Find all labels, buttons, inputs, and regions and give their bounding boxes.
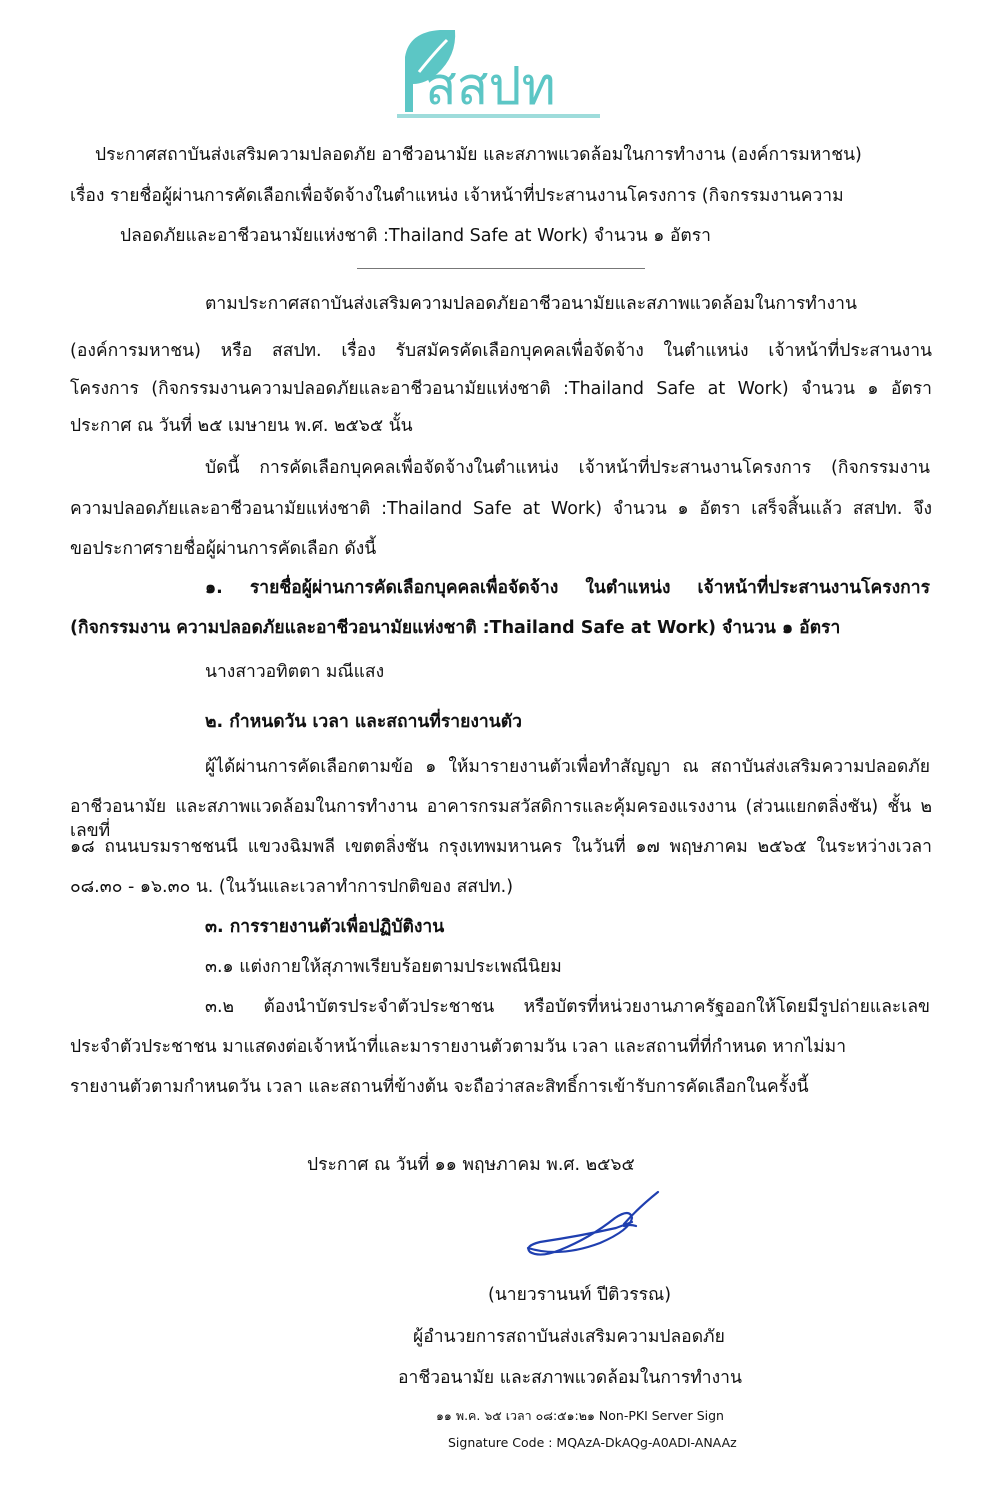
paragraph-1-line-4: ประกาศ ณ วันที่ ๒๕ เมษายน พ.ศ. ๒๕๖๕ นั้น bbox=[70, 416, 413, 436]
paragraph-2-line-1: บัดนี้ การคัดเลือกบุคคลเพื่อจัดจ้างในตำแหน่ง เจ้าหน้าที่ประสานงานโครงการ (กิจกรรมงาน bbox=[205, 458, 930, 478]
section-3-item-2-line-1: ๓.๒ ต้องนำบัตรประจำตัวประชาชน หรือบัตรที่หน่วยงานภาครัฐออกให้โดยมีรูปถ่ายและเลข bbox=[205, 997, 930, 1017]
header-title: ประกาศสถาบันส่งเสริมความปลอดภัย อาชีวอนามัย และสภาพแวดล้อมในการทำงาน (องค์การมหาชน) bbox=[95, 145, 862, 165]
announcement-date: ประกาศ ณ วันที่ ๑๑ พฤษภาคม พ.ศ. ๒๕๖๕ bbox=[307, 1155, 635, 1175]
paragraph-2-line-3: ขอประกาศรายชื่อผู้ผ่านการคัดเลือก ดังนี้ bbox=[70, 539, 377, 559]
paragraph-1-line-3: โครงการ (กิจกรรมงานความปลอดภัยและอาชีวอนามัยแห่งชาติ :Thailand Safe at Work) จำนวน ๑ อัตรา bbox=[70, 379, 932, 399]
section-3-heading: ๓. การรายงานตัวเพื่อปฏิบัติงาน bbox=[205, 917, 445, 937]
section-2-line-2: อาชีวอนามัย และสภาพแวดล้อมในการทำงาน อาคารกรมสวัสดิการและคุ้มครองแรงงาน (ส่วนแยกตลิ่งชัน) ชั้น ๒ เลขที่ bbox=[70, 797, 932, 841]
section-1-heading-line-2: (กิจกรรมงาน ความปลอดภัยและอาชีวอนามัยแห่งชาติ :Thailand Safe at Work) จำนวน ๑ อัตรา bbox=[70, 618, 841, 638]
section-2-heading: ๒. กำหนดวัน เวลา และสถานที่รายงานตัว bbox=[205, 712, 522, 732]
handwritten-signature bbox=[520, 1188, 670, 1268]
paragraph-1-line-2: (องค์การมหาชน) หรือ สสปท. เรื่อง รับสมัครคัดเลือกบุคคลเพื่อจัดจ้าง ในตำแหน่ง เจ้าหน้าที่ประสานงาน bbox=[70, 341, 932, 361]
section-2-line-1: ผู้ได้ผ่านการคัดเลือกตามข้อ ๑ ให้มารายงานตัวเพื่อทำสัญญา ณ สถาบันส่งเสริมความปลอดภัย bbox=[205, 757, 930, 777]
section-2-line-4: ๐๘.๓๐ - ๑๖.๓๐ น. (ในวันและเวลาทำการปกติของ สสปท.) bbox=[70, 877, 514, 897]
signer-title-line-2: อาชีวอนามัย และสภาพแวดล้อมในการทำงาน bbox=[398, 1368, 742, 1388]
logo-text: สสปท bbox=[425, 57, 556, 117]
signature-code: Signature Code : MQAzA-DkAQg-A0ADI-ANAAz bbox=[448, 1435, 737, 1450]
signer-name: (นายวรานนท์ ปีติวรรณ) bbox=[488, 1285, 672, 1305]
section-3-item-2-line-3: รายงานตัวตามกำหนดวัน เวลา และสถานที่ข้างต้น จะถือว่าสละสิทธิ์การเข้ารับการคัดเลือกในครั้งนี้ bbox=[70, 1077, 809, 1097]
paragraph-1-line-1: ตามประกาศสถาบันส่งเสริมความปลอดภัยอาชีวอนามัยและสภาพแวดล้อมในการทำงาน bbox=[205, 294, 857, 314]
signature-timestamp: ๑๑ พ.ค. ๖๕ เวลา ๐๘:๕๑:๒๑ Non-PKI Server Sign bbox=[436, 1408, 724, 1423]
section-2-line-3: ๑๘ ถนนบรมราชชนนี แขวงฉิมพลี เขตตลิ่งชัน กรุงเทพมหานคร ในวันที่ ๑๗ พฤษภาคม ๒๕๖๕ ในระหว่างเวลา bbox=[70, 837, 932, 857]
section-1-heading-line-1: ๑. รายชื่อผู้ผ่านการคัดเลือกบุคคลเพื่อจัดจ้าง ในตำแหน่ง เจ้าหน้าที่ประสานงานโครงการ bbox=[205, 578, 930, 598]
selected-candidate-name: นางสาวอทิตตา มณีแสง bbox=[205, 662, 385, 682]
signer-title-line-1: ผู้อำนวยการสถาบันส่งเสริมความปลอดภัย bbox=[413, 1327, 725, 1347]
organization-logo bbox=[385, 22, 615, 122]
header-subject: เรื่อง รายชื่อผู้ผ่านการคัดเลือกเพื่อจัดจ้างในตำแหน่ง เจ้าหน้าที่ประสานงานโครงการ (กิจกรรมงานความ bbox=[70, 186, 844, 206]
section-3-item-2-line-2: ประจำตัวประชาชน มาแสดงต่อเจ้าหน้าที่และมารายงานตัวตามวัน เวลา และสถานที่ที่กำหนด หากไม่มา bbox=[70, 1037, 847, 1057]
section-3-item-1: ๓.๑ แต่งกายให้สุภาพเรียบร้อยตามประเพณีนิยม bbox=[205, 957, 562, 977]
paragraph-2-line-2: ความปลอดภัยและอาชีวอนามัยแห่งชาติ :Thailand Safe at Work) จำนวน ๑ อัตรา เสร็จสิ้นแล้ว สสปท. จึง bbox=[70, 499, 932, 519]
header-subject-cont: ปลอดภัยและอาชีวอนามัยแห่งชาติ :Thailand Safe at Work) จำนวน ๑ อัตรา bbox=[120, 226, 711, 246]
header-divider bbox=[357, 268, 645, 269]
